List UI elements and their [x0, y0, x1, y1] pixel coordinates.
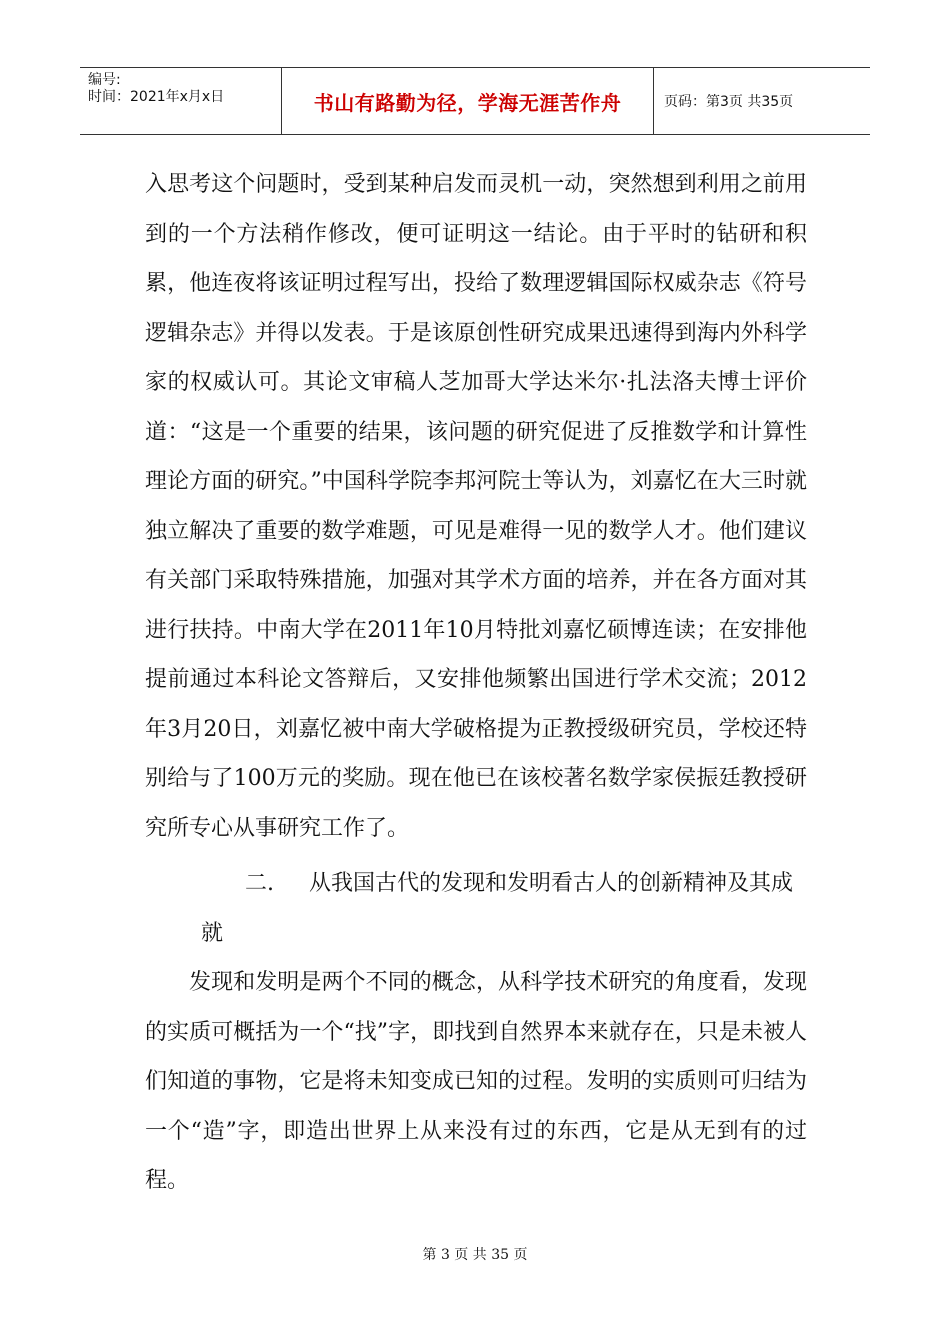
section-title-part2: 就 [201, 920, 224, 946]
section-heading [145, 859, 807, 958]
page-header [80, 67, 870, 135]
main-text [145, 160, 807, 853]
header-meta [80, 68, 282, 134]
page-footer: 第 3 页 共 35 页 [422, 1247, 528, 1263]
section-title-part1: 从我国古代的发现和发明看古人的创新精神及其成 [309, 871, 794, 896]
paragraph-discovery-invention: 发现和发明是两个不同的概念，从科学技术研究的角度看，发现的实质可概括为一个“找”字，即找到自然界本来就存在，只是未被人们知道的事物，它是将未知变成已知的过程。发明的实质则可归结为一个“造”字，即造出世界上从来没有过的东西，它是从无到有的过程。 [145, 970, 807, 1193]
main-text-2 [145, 958, 807, 1206]
document-time-label: 时间：2021年x月x日 [88, 89, 225, 105]
section-heading-line1 [145, 859, 807, 909]
section-number: 二. [245, 871, 274, 896]
document-number-label: 编号: [88, 72, 121, 88]
paragraph-continued: 入思考这个问题时，受到某种启发而灵机一动，突然想到利用之前用到的一个方法稍作修改，便可证明这一结论。由于平时的钻研和积累，他连夜将该证明过程写出，投给了数理逻辑国际权威杂志《符号逻辑杂志》并得以发表。于是该原创性研究成果迅速得到海内外科学家的权威认可。其论文审稿人芝加哥大学达米尔·扎法洛夫博士评价道：“这是一个重要的结果，该问题的研究促进了反推数学和计算性理论方面的研究。”中国科学院李邦河院士等认为，刘嘉忆在大三时就独立解决了重要的数学难题，可见是难得一见的数学人才。他们建议有关部门采取特殊措施，加强对其学术方面的培养，并在各方面对其进行扶持。中南大学在2011年10月特批刘嘉忆硕博连读；在安排他提前通过本科论文答辩后，又安排他频繁出国进行学术交流；2012年3月20日，刘嘉忆被中南大学破格提为正教授级研究员，学校还特别给与了100万元的奖励。现在他已在该校著名数学家侯振廷教授研究所专心从事研究工作了。 [145, 172, 807, 841]
header-page-info: 页码：第3页 共35页 [664, 94, 794, 110]
header-motto: 书山有路勤为径，学海无涯苦作舟 [282, 68, 654, 134]
